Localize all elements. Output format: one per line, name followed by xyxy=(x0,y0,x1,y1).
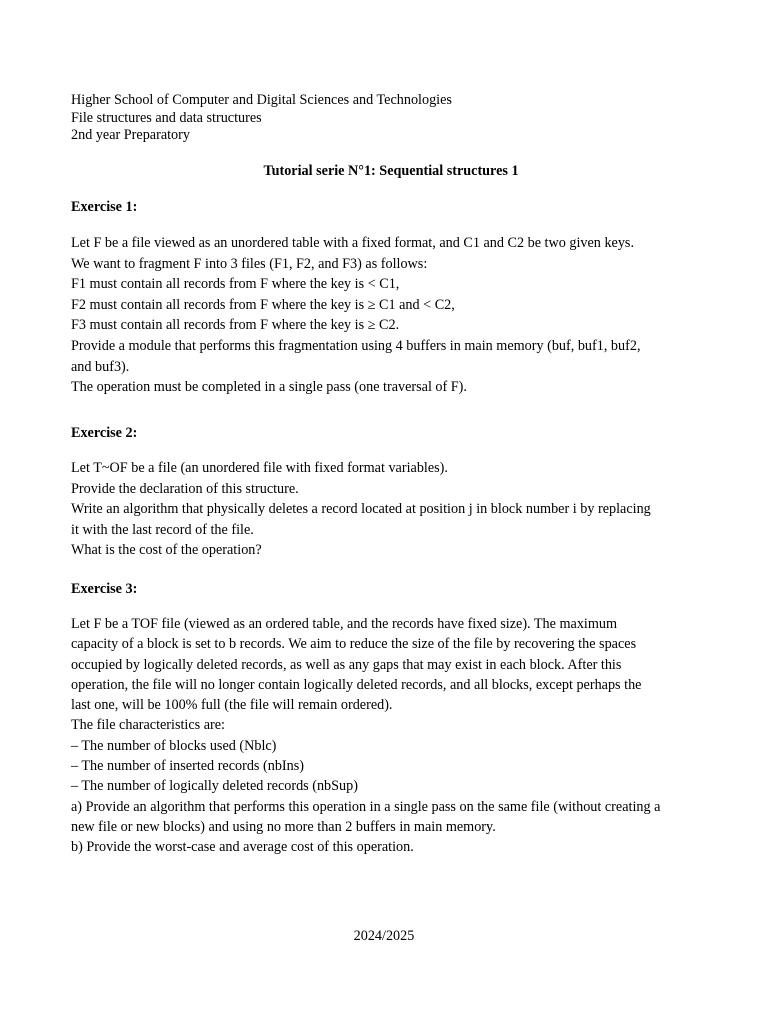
exercise-3-title: Exercise 3: xyxy=(71,581,138,597)
exercise-3-line: – The number of inserted records (nbIns) xyxy=(71,758,304,775)
exercise-1-body xyxy=(71,233,711,398)
exercise-2-line: it with the last record of the file. xyxy=(71,521,254,538)
exercise-3-line: capacity of a block is set to b records. We aim to reduce the size of the file by recovering the spaces xyxy=(71,636,637,653)
exercise-3-line: occupied by logically deleted records, as well as any gaps that may exist in each block. After this xyxy=(71,656,622,673)
exercise-2-line: What is the cost of the operation? xyxy=(71,542,262,559)
exercise-2 xyxy=(71,425,711,561)
exercise-2-title: Exercise 2: xyxy=(71,425,138,441)
course-name: File structures and data structures xyxy=(71,109,262,126)
exercise-1-line: and buf3). xyxy=(71,358,130,375)
exercise-1-title: Exercise 1: xyxy=(71,199,138,215)
exercise-3 xyxy=(71,581,711,858)
academic-level: 2nd year Preparatory xyxy=(71,127,190,143)
institution-name: Higher School of Computer and Digital Sciences and Technologies xyxy=(71,92,452,108)
exercise-3-line: last one, will be 100% full (the file will remain ordered). xyxy=(71,697,393,714)
document-title: Tutorial serie N°1: Sequential structures 1 xyxy=(263,163,519,179)
exercise-1-line: F3 must contain all records from F where the key is ≥ C2. xyxy=(71,317,400,334)
exercise-1-line: Provide a module that performs this fragmentation using 4 buffers in main memory (buf, buf1, buf2, xyxy=(71,337,641,354)
exercise-3-body xyxy=(71,614,711,858)
exercise-3-line: – The number of logically deleted records (nbSup) xyxy=(71,778,358,795)
document-header xyxy=(71,92,452,145)
exercise-1-line: F2 must contain all records from F where the key is ≥ C1 and < C2, xyxy=(71,296,455,313)
exercise-3-line: b) Provide the worst-case and average cost of this operation. xyxy=(71,839,414,856)
exercise-1-line: We want to fragment F into 3 files (F1, F2, and F3) as follows: xyxy=(71,255,428,272)
exercise-3-line: new file or new blocks) and using no more than 2 buffers in main memory. xyxy=(71,818,496,835)
exercise-2-line: Write an algorithm that physically deletes a record located at position j in block number i by replacing xyxy=(71,501,651,518)
academic-year-footer: 2024/2025 xyxy=(353,928,415,944)
exercise-3-line: The file characteristics are: xyxy=(71,717,225,734)
exercise-3-line: – The number of blocks used (Nblc) xyxy=(71,737,277,754)
exercise-1-line: F1 must contain all records from F where the key is < C1, xyxy=(71,276,400,293)
exercise-2-line: Provide the declaration of this structure. xyxy=(71,480,299,497)
exercise-3-line: Let F be a TOF file (viewed as an ordered table, and the records have fixed size). The maximum xyxy=(71,616,618,632)
exercise-3-line: a) Provide an algorithm that performs this operation in a single pass on the same file (without creating a xyxy=(71,798,661,815)
exercise-3-line: operation, the file will no longer contain logically deleted records, and all blocks, except perhaps the xyxy=(71,676,642,693)
exercise-1-line: The operation must be completed in a single pass (one traversal of F). xyxy=(71,379,467,396)
exercise-2-body xyxy=(71,458,711,561)
exercise-1 xyxy=(71,199,711,398)
exercise-2-line: Let T~OF be a file (an unordered file with fixed format variables). xyxy=(71,460,448,476)
exercise-1-line: Let F be a file viewed as an unordered table with a fixed format, and C1 and C2 be two given keys. xyxy=(71,235,634,251)
